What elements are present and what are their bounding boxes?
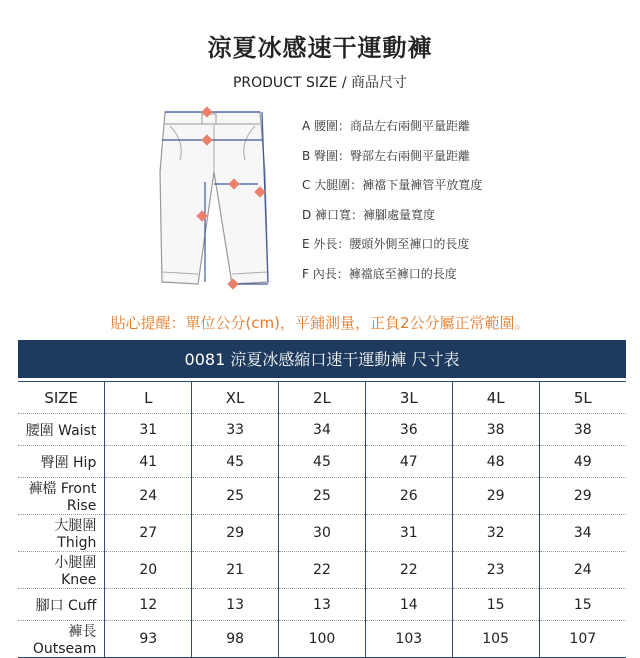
table-row <box>18 589 626 621</box>
table-cell: 49 <box>539 446 626 478</box>
size-header-row <box>18 382 626 414</box>
size-col-header: 3L <box>365 382 452 414</box>
table-cell: 23 <box>452 552 539 589</box>
table-cell: 21 <box>192 552 279 589</box>
page-subtitle: PRODUCT SIZE / 商品尺寸 <box>232 75 408 91</box>
table-cell: 107 <box>539 621 626 658</box>
table-cell: 47 <box>365 446 452 478</box>
table-cell: 29 <box>192 515 279 552</box>
row-label: 臀圍 Hip <box>18 446 105 478</box>
table-cell: 41 <box>105 446 192 478</box>
table-cell: 25 <box>279 478 366 515</box>
table-cell: 22 <box>279 552 366 589</box>
row-label: 褲長 Outseam <box>18 621 105 658</box>
row-label: 褲檔 Front Rise <box>18 478 105 515</box>
legend-item-e: E 外長：腰頭外側至褲口的長度 <box>302 237 470 251</box>
table-cell: 12 <box>105 589 192 621</box>
size-col-header: 2L <box>279 382 366 414</box>
row-label: 腳口 Cuff <box>18 589 105 621</box>
table-cell: 25 <box>192 478 279 515</box>
table-cell: 26 <box>365 478 452 515</box>
size-col-header: L <box>105 382 192 414</box>
table-row <box>18 414 626 446</box>
legend-item-b: B 臀圍：臀部左右兩側平量距離 <box>302 148 471 163</box>
table-cell: 24 <box>105 478 192 515</box>
table-cell: 31 <box>105 414 192 446</box>
table-cell: 14 <box>365 589 452 621</box>
table-cell: 31 <box>365 515 452 552</box>
table-cell: 13 <box>279 589 366 621</box>
table-cell: 45 <box>279 446 366 478</box>
table-cell: 45 <box>192 446 279 478</box>
size-chart <box>18 340 626 658</box>
page-title: 涼夏冰感速干運動褲 <box>207 34 433 62</box>
size-col-header: 4L <box>452 382 539 414</box>
row-label: 小腿圍 Knee <box>18 552 105 589</box>
pants-diagram <box>150 102 280 297</box>
table-cell: 32 <box>452 515 539 552</box>
table-cell: 38 <box>452 414 539 446</box>
table-row <box>18 552 626 589</box>
table-cell: 15 <box>452 589 539 621</box>
table-cell: 29 <box>452 478 539 515</box>
measurement-notice: 貼心提醒：單位公分(cm)，平鋪測量，正負2公分屬正常範圍。 <box>110 314 530 332</box>
table-cell: 105 <box>452 621 539 658</box>
measurement-legend <box>302 116 482 293</box>
row-label: 腰圍 Waist <box>18 414 105 446</box>
table-cell: 98 <box>192 621 279 658</box>
table-cell: 103 <box>365 621 452 658</box>
table-cell: 48 <box>452 446 539 478</box>
table-cell: 34 <box>539 515 626 552</box>
table-cell: 22 <box>365 552 452 589</box>
table-cell: 34 <box>279 414 366 446</box>
table-cell: 24 <box>539 552 626 589</box>
size-label: SIZE <box>18 382 105 414</box>
table-cell: 20 <box>105 552 192 589</box>
table-cell: 38 <box>539 414 626 446</box>
size-col-header: 5L <box>539 382 626 414</box>
legend-item-c: C 大腿圍：褲襠下量褲管平放寬度 <box>302 178 483 192</box>
row-label: 大腿圍 Thigh <box>18 515 105 552</box>
table-row <box>18 621 626 658</box>
table-cell: 30 <box>279 515 366 552</box>
table-cell: 13 <box>192 589 279 621</box>
table-cell: 29 <box>539 478 626 515</box>
table-cell: 100 <box>279 621 366 658</box>
table-cell: 36 <box>365 414 452 446</box>
table-row <box>18 478 626 515</box>
legend-item-a: A 腰圍：商品左右兩側平量距離 <box>302 119 471 133</box>
size-col-header: XL <box>192 382 279 414</box>
table-cell: 33 <box>192 414 279 446</box>
table-cell: 27 <box>105 515 192 552</box>
table-cell: 15 <box>539 589 626 621</box>
table-row <box>18 515 626 552</box>
legend-item-d: D 褲口寬：褲腳處量寬度 <box>302 207 436 222</box>
table-row <box>18 446 626 478</box>
size-chart-title: 0081 涼夏冰感縮口速干運動褲 尺寸表 <box>18 340 626 378</box>
table-cell: 93 <box>105 621 192 658</box>
size-table <box>18 381 626 658</box>
legend-item-f: F 內長：褲襠底至褲口的長度 <box>302 266 457 281</box>
